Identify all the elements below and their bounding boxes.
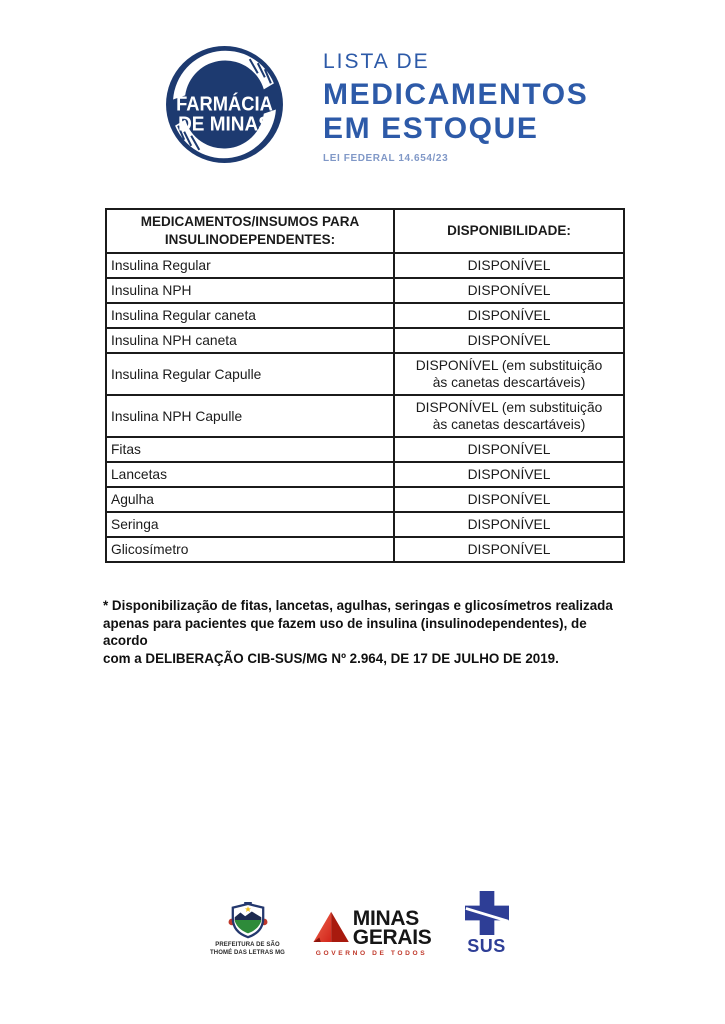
farmacia-de-minas-logo-icon xyxy=(163,43,286,166)
table-row xyxy=(106,353,624,395)
footer-logos xyxy=(0,891,725,957)
prefeitura-logo xyxy=(210,902,286,957)
table-row xyxy=(106,328,624,353)
table-header-row xyxy=(106,209,624,253)
table-row xyxy=(106,395,624,437)
law-reference: LEI FEDERAL 14.654/23 xyxy=(323,153,449,164)
table-row xyxy=(106,303,624,328)
sus-logo xyxy=(458,891,516,957)
footnote-line: apenas para pacientes que fazem uso de insulina (insulinodependentes), de acordo xyxy=(103,615,587,649)
title-line2: MEDICAMENTOS xyxy=(323,78,589,111)
medication-name: Fitas xyxy=(106,437,394,462)
logo-text-line1: FARMÁCIA xyxy=(176,93,283,116)
medication-name: Seringa xyxy=(106,512,394,537)
minas-gerais-label-line1: MINAS xyxy=(352,907,419,930)
logo-text-line2: DE MINAS xyxy=(178,113,271,136)
availability-value: DISPONÍVEL xyxy=(394,303,624,328)
minas-gerais-triangle-icon xyxy=(312,906,350,947)
minas-gerais-tagline: GOVERNO DE TODOS xyxy=(315,950,428,957)
footnote xyxy=(103,597,615,667)
availability-value: DISPONÍVEL (em substituição às canetas descartáveis) xyxy=(394,395,624,437)
table-row xyxy=(106,487,624,512)
stock-table xyxy=(105,208,625,563)
minas-gerais-logo xyxy=(312,906,432,957)
availability-value: DISPONÍVEL xyxy=(394,512,624,537)
medication-name: Lancetas xyxy=(106,462,394,487)
prefeitura-label-line1: PREFEITURA DE SÃO xyxy=(215,942,280,948)
sus-label: SUS xyxy=(467,936,506,956)
table-row xyxy=(106,462,624,487)
availability-value: DISPONÍVEL xyxy=(394,253,624,278)
medication-name: Insulina Regular xyxy=(106,253,394,278)
medication-name: Insulina Regular caneta xyxy=(106,303,394,328)
medication-name: Glicosímetro xyxy=(106,537,394,562)
stock-table-body xyxy=(106,253,624,562)
medication-name: Insulina NPH caneta xyxy=(106,328,394,353)
column-header-medications: MEDICAMENTOS/INSUMOS PARA INSULINODEPENDENTES: xyxy=(106,209,394,253)
availability-value: DISPONÍVEL xyxy=(394,537,624,562)
column-header-availability: DISPONIBILIDADE: xyxy=(394,209,624,253)
title-line3: EM ESTOQUE xyxy=(323,112,539,145)
medication-name: Insulina Regular Capulle xyxy=(106,353,394,395)
table-row xyxy=(106,437,624,462)
medication-name: Insulina NPH xyxy=(106,278,394,303)
availability-value: DISPONÍVEL xyxy=(394,437,624,462)
table-row xyxy=(106,512,624,537)
medication-name: Insulina NPH Capulle xyxy=(106,395,394,437)
farmacia-de-minas-logo xyxy=(163,43,286,166)
document-title xyxy=(323,50,588,164)
footnote-line: com a DELIBERAÇÃO CIB-SUS/MG Nº 2.964, DE 17 DE JULHO DE 2019. xyxy=(103,650,559,666)
footnote-line: * Disponibilização de fitas, lancetas, agulhas, seringas e glicosímetros realizada xyxy=(103,598,613,613)
prefeitura-label-line2: THOMÉ DAS LETRAS MG xyxy=(210,949,285,956)
availability-value: DISPONÍVEL xyxy=(394,487,624,512)
medication-name: Agulha xyxy=(106,487,394,512)
prefeitura-crest-icon xyxy=(227,902,269,940)
sus-cross-icon xyxy=(465,891,509,935)
minas-gerais-label-line2: GERAIS xyxy=(352,925,432,949)
availability-value: DISPONÍVEL (em substituição às canetas descartáveis) xyxy=(394,353,624,395)
table-row xyxy=(106,537,624,562)
availability-value: DISPONÍVEL xyxy=(394,462,624,487)
availability-value: DISPONÍVEL xyxy=(394,328,624,353)
availability-value: DISPONÍVEL xyxy=(394,278,624,303)
table-row xyxy=(106,278,624,303)
title-line1: LISTA DE xyxy=(323,50,430,73)
table-row xyxy=(106,253,624,278)
